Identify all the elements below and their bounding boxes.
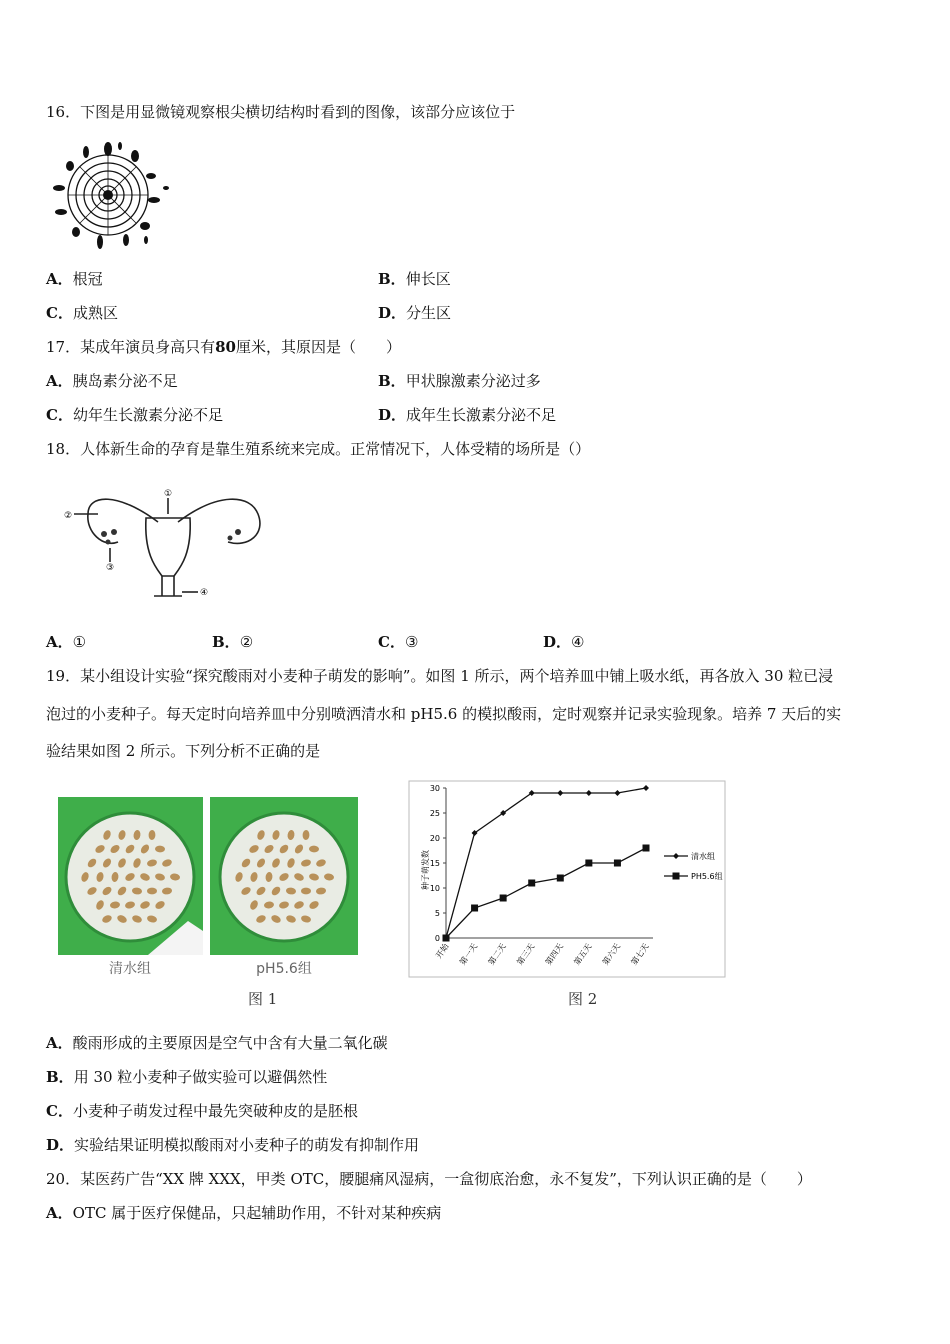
- y-tick-label: 25: [429, 809, 440, 818]
- q18-option-c[interactable]: C．③: [378, 633, 419, 651]
- seed: [147, 888, 157, 895]
- q17-stem: 17．某成年演员身高只有80厘米，其原因是（ ）: [46, 338, 401, 356]
- q19-line3: 验结果如图 2 所示。下列分析不正确的是: [46, 742, 321, 760]
- x-tick-label: 第五天: [572, 941, 594, 967]
- x-tick-label: 第三天: [515, 941, 537, 967]
- q16-stem: 16．下图是用显微镜观察根尖横切结构时看到的图像，该部分应该位于: [46, 103, 516, 121]
- figure-label-3: ③: [105, 563, 115, 573]
- figure-label-2: ②: [63, 511, 73, 521]
- seed: [301, 888, 311, 895]
- photo-label-acid: pH5.6组: [256, 961, 312, 977]
- figure-label-1: ①: [163, 489, 173, 499]
- data-point-acid: [557, 875, 564, 882]
- photo-label-water: 清水组: [109, 961, 151, 977]
- data-point-acid: [500, 895, 507, 902]
- x-tick-label: 开始: [434, 941, 451, 961]
- data-point-acid: [443, 935, 450, 942]
- data-point-acid: [528, 880, 535, 887]
- q18-option-b[interactable]: B．②: [212, 633, 254, 651]
- q16-option-b[interactable]: B．伸长区: [378, 270, 451, 288]
- q18-stem: 18．人体新生命的孕育是靠生殖系统来完成。正常情况下，人体受精的场所是（）: [46, 440, 591, 458]
- q16-option-d[interactable]: D．分生区: [378, 304, 452, 322]
- germination-line-chart: [408, 780, 726, 978]
- x-tick-label: 第六天: [600, 941, 623, 967]
- q19-line2: 泡过的小麦种子。每天定时向培养皿中分别喷洒清水和 pH5.6 的模拟酸雨，定时观察并记录实验现象。培养 7 天后的实: [46, 705, 842, 723]
- q20-option-a[interactable]: A．OTC 属于医疗保健品，只起辅助作用，不针对某种疾病: [46, 1204, 442, 1222]
- x-tick-label: 第七天: [629, 941, 651, 967]
- y-tick-label: 20: [429, 834, 440, 843]
- legend-label-2: PH5.6组: [691, 872, 723, 881]
- fig1-caption: 图 1: [248, 990, 278, 1008]
- data-point-acid: [643, 845, 650, 852]
- x-tick-label: 第四天: [543, 941, 565, 967]
- y-tick-label: 15: [429, 859, 440, 868]
- q19-option-a[interactable]: A．酸雨形成的主要原因是空气中含有大量二氧化碳: [46, 1034, 388, 1052]
- q18-option-d[interactable]: D．④: [543, 633, 585, 651]
- data-point-acid: [471, 905, 478, 912]
- q19-option-d[interactable]: D．实验结果证明模拟酸雨对小麦种子的萌发有抑制作用: [46, 1136, 420, 1154]
- legend-label-1: 清水组: [691, 852, 715, 861]
- y-tick-label: 30: [429, 784, 440, 793]
- x-tick-label: 第一天: [458, 941, 480, 967]
- q19-line1: 19．某小组设计实验“探究酸雨对小麦种子萌发的影响”。如图 1 所示，两个培养皿中铺上吸水纸，再各放入 30 粒已浸: [46, 667, 834, 685]
- fig2-caption: 图 2: [568, 990, 598, 1008]
- q17-option-b[interactable]: B．甲状腺激素分泌过多: [378, 372, 541, 390]
- q19-option-c[interactable]: C．小麦种子萌发过程中最先突破种皮的是胚根: [46, 1102, 358, 1120]
- x-tick-label: 第二天: [486, 941, 508, 967]
- data-point-acid: [614, 860, 621, 867]
- female-reproductive-system-figure: [58, 484, 278, 606]
- q17-option-c[interactable]: C．幼年生长激素分泌不足: [46, 406, 223, 424]
- figure-label-4: ④: [199, 588, 209, 598]
- q19-option-b[interactable]: B．用 30 粒小麦种子做实验可以避偶然性: [46, 1068, 328, 1086]
- chart-ylabel: 种子萌发数: [421, 850, 430, 890]
- y-tick-label: 10: [429, 884, 440, 893]
- root-cross-section-figure: [48, 140, 178, 252]
- q17-option-a[interactable]: A．胰岛素分泌不足: [46, 372, 178, 390]
- q18-option-a[interactable]: A．①: [46, 633, 87, 651]
- y-tick-label: 5: [434, 909, 440, 918]
- q16-option-c[interactable]: C．成熟区: [46, 304, 118, 322]
- petri-dish-photos-figure: [58, 797, 360, 979]
- q16-option-a[interactable]: A．根冠: [46, 270, 103, 288]
- q20-stem: 20．某医药广告“XX 牌 XXX，甲类 OTC，腰腿痛风湿病，一盒彻底治愈，永不复发”，下列认识正确的是（ ）: [46, 1170, 812, 1188]
- legend-marker-acid: [673, 873, 680, 880]
- data-point-acid: [585, 860, 592, 867]
- q17-option-d[interactable]: D．成年生长激素分泌不足: [378, 406, 557, 424]
- y-tick-label: 0: [434, 934, 440, 943]
